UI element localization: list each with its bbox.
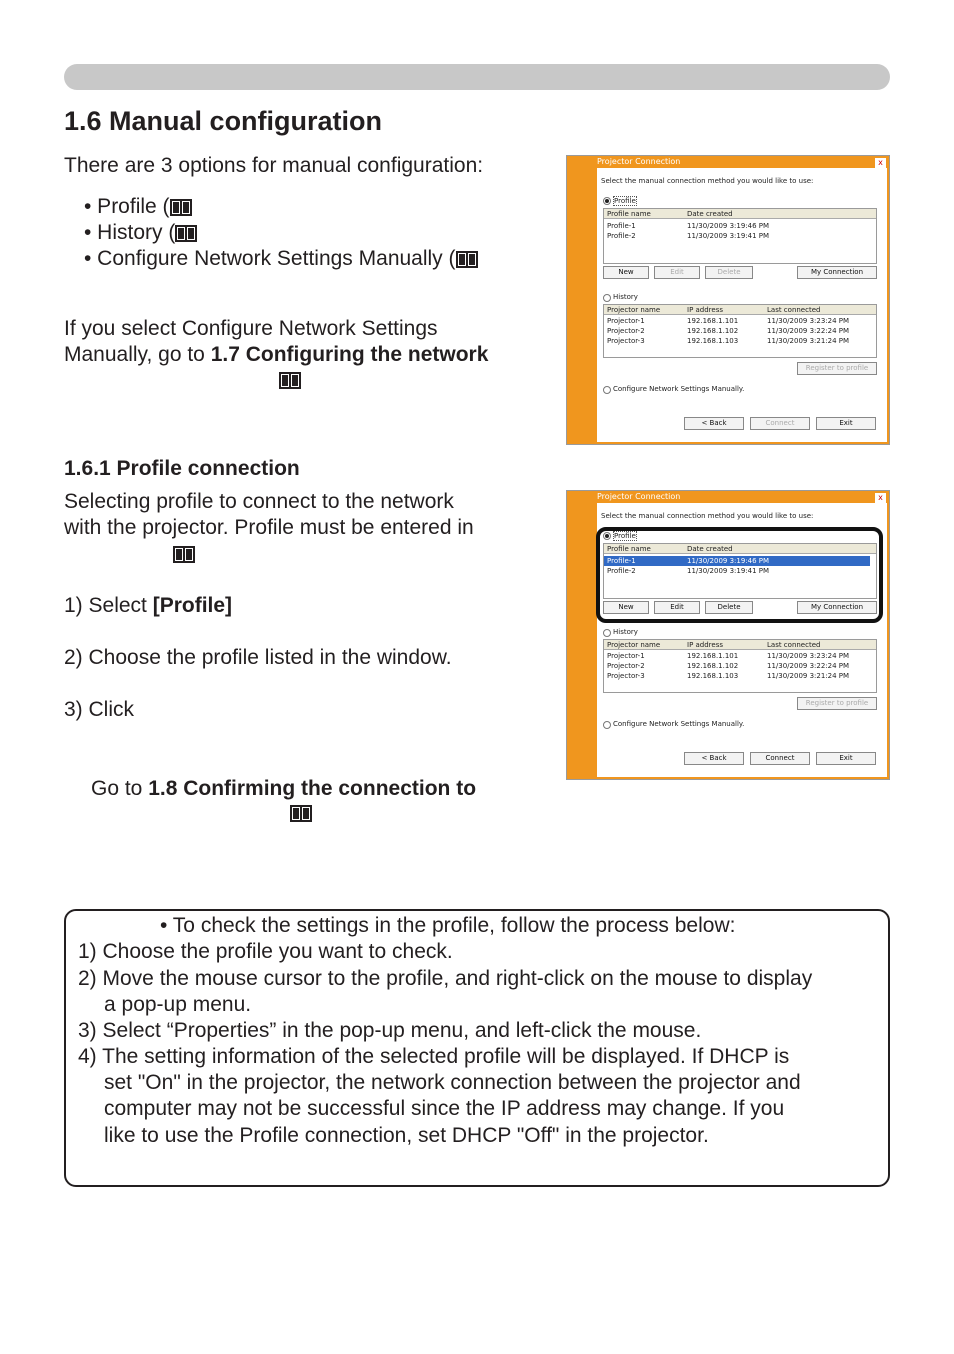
dialog-body (597, 168, 887, 442)
profile-col-date: Date created (687, 210, 733, 218)
manual-line-1: If you select Configure Network Settings (64, 317, 438, 340)
history-radio[interactable] (603, 629, 611, 637)
dialog-title: Projector Connection (597, 492, 681, 501)
edit-button[interactable]: Edit (654, 266, 700, 279)
register-to-profile-button[interactable]: Register to profile (797, 362, 877, 375)
step-3: 3) Click (64, 698, 135, 721)
delete-button[interactable]: Delete (705, 266, 753, 279)
close-icon[interactable]: x (875, 493, 886, 503)
book-icon (170, 198, 192, 216)
note-step: 3) Select “Properties” in the pop-up menu, and left-click the mouse. (78, 1019, 702, 1042)
book-icon (175, 224, 197, 242)
highlight-frame (596, 527, 883, 623)
profile-row-date: 11/30/2009 3:19:46 PM (687, 557, 770, 565)
history-cell: 11/30/2009 3:21:24 PM (767, 337, 850, 345)
manual-radio[interactable] (603, 721, 611, 729)
manual-line-2 (64, 342, 488, 368)
profile-radio[interactable] (603, 197, 611, 205)
profile-list[interactable] (603, 208, 877, 264)
history-cell: 192.168.1.102 (687, 327, 739, 335)
book-icon (290, 804, 312, 822)
goto-line (91, 776, 476, 802)
note-step: 1) Choose the profile you want to check. (78, 940, 453, 963)
history-cell: 11/30/2009 3:23:24 PM (767, 652, 850, 660)
history-list[interactable] (603, 304, 877, 358)
page-title: 1.6 Manual configuration (64, 106, 383, 136)
history-cell: 192.168.1.101 (687, 652, 739, 660)
note-step: 4) The setting information of the selected profile will be displayed. If DHCP is (78, 1045, 790, 1068)
history-col-ip: IP address (687, 641, 724, 649)
connect-button[interactable]: Connect (750, 752, 810, 765)
bullet-configure-text: • Configure Network Settings Manually ( (84, 247, 456, 270)
goto-link-text: 1.8 Confirming the connection to (148, 777, 477, 800)
exit-button[interactable]: Exit (816, 417, 876, 430)
history-cell: 192.168.1.102 (687, 662, 739, 670)
note-step-cont: set "On" in the projector, the network connection between the projector and (104, 1071, 801, 1094)
profile-row-date: 11/30/2009 3:19:41 PM (687, 232, 770, 240)
book-icon (279, 371, 301, 389)
note-step-cont: computer may not be successful since the IP address may change. If you (104, 1097, 785, 1120)
history-col-ip: IP address (687, 306, 724, 314)
section-line-2: with the projector. Profile must be entered in (64, 516, 474, 539)
step-1-prefix: 1) Select (64, 594, 153, 617)
history-cell: 11/30/2009 3:21:24 PM (767, 672, 850, 680)
history-cell: 11/30/2009 3:22:24 PM (767, 327, 850, 335)
history-cell: 11/30/2009 3:22:24 PM (767, 662, 850, 670)
history-cell: Projector-1 (607, 652, 645, 660)
dialog-title: Projector Connection (597, 157, 681, 166)
section-line-1: Selecting profile to connect to the network (64, 490, 454, 513)
history-cell: 192.168.1.101 (687, 317, 739, 325)
bullet-history-text: • History ( (84, 221, 176, 244)
dialog-screenshot-1 (566, 155, 890, 445)
history-col-last: Last connected (767, 641, 821, 649)
back-button[interactable]: < Back (684, 752, 744, 765)
note-box (64, 909, 890, 1187)
my-connection-button[interactable]: My Connection (797, 601, 877, 614)
history-cell: 192.168.1.103 (687, 672, 739, 680)
new-button[interactable]: New (603, 266, 649, 279)
profile-row-date: 11/30/2009 3:19:46 PM (687, 222, 770, 230)
profile-row-name: Profile-2 (607, 567, 636, 575)
new-button[interactable]: New (603, 601, 649, 614)
section-title: 1.6.1 Profile connection (64, 457, 300, 480)
note-intro: • To check the settings in the profile, follow the process below: (160, 914, 736, 937)
connect-button[interactable]: Connect (750, 417, 810, 430)
book-icon (456, 250, 478, 268)
manual-line-2-prefix: Manually, go to (64, 343, 211, 366)
bullet-history (84, 220, 197, 246)
history-cell: Projector-2 (607, 327, 645, 335)
bullet-profile-text: • Profile ( (84, 195, 170, 218)
history-list[interactable] (603, 639, 877, 693)
history-cell: 11/30/2009 3:23:24 PM (767, 317, 850, 325)
header-bar (64, 64, 890, 90)
dialog-prompt: Select the manual connection method you would like to use: (601, 512, 814, 520)
bullet-configure (84, 246, 478, 272)
step-1 (64, 593, 232, 619)
step-2: 2) Choose the profile listed in the window. (64, 646, 452, 669)
register-to-profile-button[interactable]: Register to profile (797, 697, 877, 710)
delete-button[interactable]: Delete (705, 601, 753, 614)
close-icon[interactable]: x (875, 158, 886, 168)
profile-col-date: Date created (687, 545, 733, 553)
history-col-last: Last connected (767, 306, 821, 314)
manual-radio-label: Configure Network Settings Manually. (613, 385, 745, 393)
profile-radio-label: Profile (614, 197, 636, 205)
profile-radio-label: Profile (614, 532, 636, 540)
goto-prefix: Go to (91, 777, 149, 800)
profile-row-name: Profile-1 (607, 222, 636, 230)
history-radio[interactable] (603, 294, 611, 302)
history-radio-label: History (613, 628, 638, 636)
manual-radio[interactable] (603, 386, 611, 394)
note-step-cont: a pop-up menu. (104, 993, 252, 1016)
manual-radio-label: Configure Network Settings Manually. (613, 720, 745, 728)
dialog-screenshot-2 (566, 490, 890, 780)
exit-button[interactable]: Exit (816, 752, 876, 765)
history-cell: Projector-3 (607, 672, 645, 680)
edit-button[interactable]: Edit (654, 601, 700, 614)
bullet-profile (84, 194, 192, 220)
note-step-cont: like to use the Profile connection, set DHCP "Off" in the projector. (104, 1124, 709, 1147)
manual-link-text: 1.7 Configuring the network (210, 343, 489, 366)
profile-row-date: 11/30/2009 3:19:41 PM (687, 567, 770, 575)
book-icon (173, 545, 195, 563)
my-connection-button[interactable]: My Connection (797, 266, 877, 279)
history-radio-label: History (613, 293, 638, 301)
back-button[interactable]: < Back (684, 417, 744, 430)
history-col-name: Projector name (607, 306, 661, 314)
history-cell: Projector-3 (607, 337, 645, 345)
note-step: 2) Move the mouse cursor to the profile, and right-click on the mouse to display (78, 967, 813, 990)
profile-col-name: Profile name (607, 210, 651, 218)
dialog-prompt: Select the manual connection method you would like to use: (601, 177, 814, 185)
profile-row-name: Profile-2 (607, 232, 636, 240)
history-col-name: Projector name (607, 641, 661, 649)
history-cell: 192.168.1.103 (687, 337, 739, 345)
history-cell: Projector-2 (607, 662, 645, 670)
history-cell: Projector-1 (607, 317, 645, 325)
step-1-bold: [Profile] (152, 594, 233, 617)
profile-row-name: Profile-1 (607, 557, 636, 565)
options-text: There are 3 options for manual configuration: (64, 154, 484, 177)
profile-col-name: Profile name (607, 545, 651, 553)
